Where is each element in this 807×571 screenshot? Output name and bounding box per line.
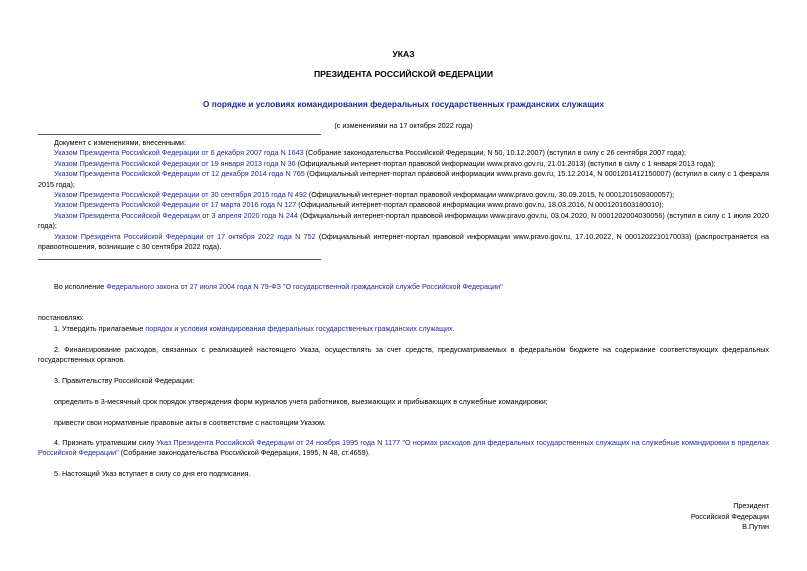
changes-item-link[interactable]: Указом Президента Российской Федерации от 12 декабря 2014 года N 765 <box>54 169 305 179</box>
changes-intro: Документ с изменениями, внесенными: <box>54 138 186 147</box>
changes-item-link[interactable]: Указом Президента Российской Федерации от 19 января 2013 года N 36 <box>54 158 296 168</box>
paragraph-1-link[interactable]: порядок и условия командирования федеральных государственных гражданских служащих <box>145 324 453 333</box>
doc-title-president: ПРЕЗИДЕНТА РОССИЙСКОЙ ФЕДЕРАЦИИ <box>313 69 494 79</box>
changes-item-text: (Официальный интернет-портал правовой информации www.pravo.gov.ru, 18.03.2016, N 0001201603180010); <box>296 200 664 210</box>
paragraph-3b <box>38 418 769 428</box>
changes-item-text: (Официальный интернет-портал правовой информации www.pravo.gov.ru, 03.04.2020, N 0001202004030056) (вступил в силу с 1 июля 2020 года); <box>38 210 770 231</box>
changes-item <box>38 200 769 210</box>
doc-title-subject <box>38 99 769 109</box>
changes-item-link[interactable]: Указом Президента Российской Федерации от 30 сентября 2015 года N 492 <box>54 190 307 200</box>
paragraph-3b-text: привести свои нормативные правовые акты в соответствие с настоящим Указом. <box>54 418 326 427</box>
paragraph-4-suffix: (Собрание законодательства Российской Федерации, 1995, N 48, ст.4659). <box>118 448 371 458</box>
paragraph-1 <box>38 324 769 334</box>
changes-item <box>38 232 769 253</box>
changes-item-link[interactable]: Указом Президента Российской Федерации от 17 марта 2016 года N 127 <box>54 200 297 210</box>
postanovlyayu: постановляю: <box>38 313 84 322</box>
changes-item <box>38 148 769 158</box>
paragraph-2-text: 2. Финансирование расходов, связанных с реализацией настоящего Указа, осуществлять за счет средств, предусматриваемых в федеральном бюджете на содержание соответствующих федеральных государственных органов. <box>38 345 769 365</box>
changes-item-text: (Официальный интернет-портал правовой информации www.pravo.gov.ru, 15.12.2014, N 0001201412150007) (вступил в силу с 1 февраля 2015 года); <box>38 169 769 189</box>
paragraph-3-text: 3. Правительству Российской Федерации: <box>54 376 195 385</box>
doc-title-ukaz: УКАЗ <box>392 49 415 59</box>
paragraph-5-text: 5. Настоящий Указ вступает в силу со дня его подписания. <box>54 469 251 478</box>
changes-item-text: (Официальный интернет-портал правовой информации www.pravo.gov.ru, 30.09.2015, N 0001201509300057); <box>306 190 675 200</box>
changes-item-link[interactable]: Указом Президента Российской Федерации от 17 октября 2022 года N 752 <box>54 231 316 241</box>
changes-item-link[interactable]: Указом Президента Российской Федерации от 3 апреля 2020 года N 244 <box>54 210 298 220</box>
changes-item <box>38 169 769 190</box>
paragraph-1-prefix: 1. Утвердить прилагаемые <box>54 324 146 333</box>
paragraph-2 <box>38 345 769 366</box>
divider-bottom <box>38 259 321 260</box>
signature-name: В.Путин <box>742 522 769 532</box>
preamble-prefix: Во исполнение <box>54 282 107 291</box>
signature-block <box>691 501 769 533</box>
paragraph-4-link[interactable]: Указ Президента Российской Федерации от 24 ноября 1995 года N 1177 "О нормах расходов для федеральных государственных служащих на служебные командировки в пределах Российской Федерации" <box>38 438 769 458</box>
doc-title-link[interactable]: порядке и условиях командирования федеральных государственных гражданских служащих <box>211 99 605 109</box>
doc-title-prefix: О <box>202 99 212 109</box>
changes-item <box>38 211 769 232</box>
signature-country: Российской Федерации <box>690 511 769 521</box>
paragraph-3 <box>38 376 769 386</box>
paragraph-3a <box>38 397 769 407</box>
changes-item-text: (Официальный интернет-портал правовой информации www.pravo.gov.ru, 17.10.2022, N 0001202210170033) (распространяется на правоотношения, возникшие с 30 сентября 2022 года). <box>38 231 769 252</box>
changes-item-text: (Официальный интернет-портал правовой информации www.pravo.gov.ru, 21.01.2013) (вступил в силу с 1 января 2013 года); <box>295 158 716 168</box>
changes-item-text: (Собрание законодательства Российской Федерации, N 50, 10.12.2007) (вступил в силу с 26 сентября 2007 года); <box>303 148 686 158</box>
paragraph-5 <box>38 469 769 479</box>
paragraph-1-suffix: . <box>452 324 455 333</box>
changes-list <box>38 138 769 252</box>
changes-item-link[interactable]: Указом Президента Российской Федерации от 6 декабря 2007 года N 1643 <box>54 148 304 158</box>
divider-top <box>38 134 321 135</box>
changes-item <box>38 190 769 200</box>
preamble <box>38 282 769 292</box>
doc-subtitle: (с изменениями на 17 октября 2022 года) <box>334 121 473 130</box>
paragraph-3a-text: определить в 3-месячный срок порядок утверждения форм журналов учета работников, выезжающих и прибывающих в служебные командировки; <box>54 397 548 406</box>
paragraph-4-prefix: 4. Признать утратившим силу <box>54 438 157 447</box>
paragraph-4 <box>38 438 769 459</box>
changes-item <box>38 159 769 169</box>
preamble-law-link[interactable]: Федерального закона от 27 июля 2004 года N 79-ФЗ "О государственной гражданской службе Российской Федерации" <box>106 282 503 291</box>
signature-title: Президент <box>733 501 769 510</box>
